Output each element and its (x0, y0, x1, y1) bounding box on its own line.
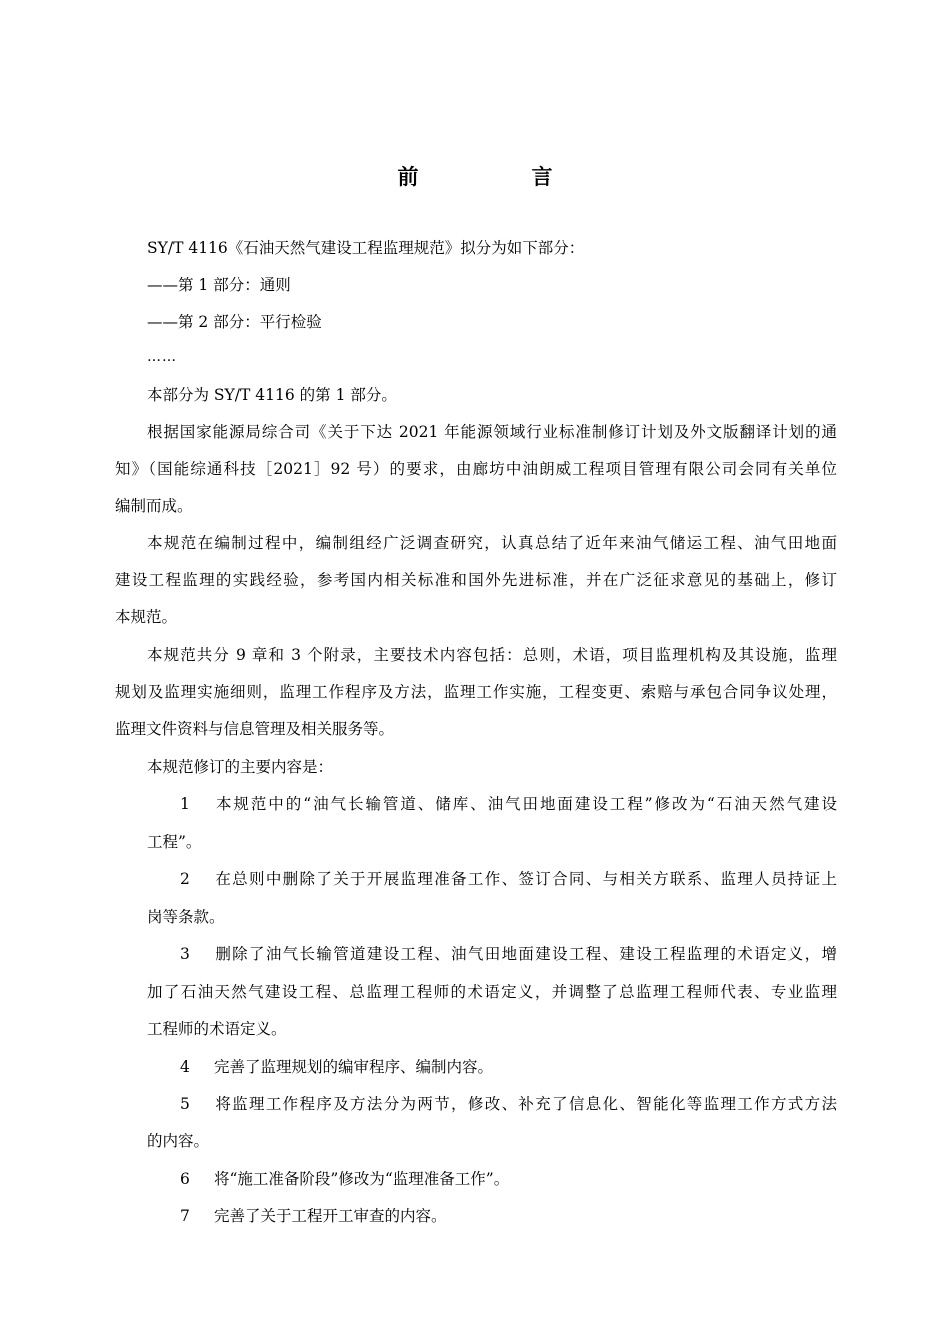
part-item-2: ——第 2 部分：平行检验 (147, 313, 322, 331)
revision-item-1-line-2: 工程”。 (147, 833, 202, 851)
revision-item-2-line-2: 岗等条款。 (147, 908, 225, 926)
process-paragraph-line-3: 本规范。 (115, 608, 178, 626)
revision-item-7-number: 7 (180, 1207, 190, 1225)
intro-text: SY/T 4116《石油天然气建设工程监理规范》拟分为如下部分： (147, 239, 585, 257)
revision-item-4-number: 4 (180, 1058, 190, 1076)
revision-item-1-line-1 (180, 792, 837, 816)
revision-item-2-number: 2 (180, 870, 190, 888)
process-paragraph-line-2: 建设工程监理的实践经验，参考国内相关标准和国外先进标准，并在广泛征求意见的基础上，修订 (115, 571, 837, 589)
revision-item-2-line-1 (180, 867, 837, 891)
revision-item-7-line-1 (180, 1204, 447, 1228)
revision-item-3-number: 3 (180, 945, 190, 963)
revision-item-2-text: 在总则中删除了关于开展监理准备工作、签订合同、与相关方联系、监理人员持证上 (214, 870, 837, 888)
revision-item-7-text: 完善了关于工程开工审查的内容。 (214, 1207, 447, 1225)
revision-item-5-number: 5 (180, 1095, 190, 1113)
ellipsis: …… (147, 349, 177, 365)
part-item-1: ——第 1 部分：通则 (147, 276, 291, 294)
basis-paragraph-line-1: 根据国家能源局综合司《关于下达 2021 年能源领域行业标准制修订计划及外文版翻译计划的通 (147, 423, 837, 441)
revision-item-4-line-1 (180, 1055, 493, 1079)
revision-item-3-line-2: 加了石油天然气建设工程、总监理工程师的术语定义，并调整了总监理工程师代表、专业监理 (147, 983, 837, 1001)
content-paragraph-line-2: 规划及监理实施细则，监理工作程序及方法，监理工作实施，工程变更、索赔与承包合同争议处理， (115, 683, 837, 701)
content-paragraph-line-3: 监理文件资料与信息管理及相关服务等。 (115, 720, 395, 738)
revision-item-4-text: 完善了监理规划的编审程序、编制内容。 (214, 1058, 494, 1076)
basis-paragraph-line-3: 编制而成。 (115, 497, 193, 515)
revision-item-5-text: 将监理工作程序及方法分为两节，修改、补充了信息化、智能化等监理工作方式方法 (214, 1095, 837, 1113)
revision-item-6-line-1 (180, 1167, 509, 1191)
revision-item-1-number: 1 (180, 795, 190, 813)
basis-paragraph-line-2: 知》（国能综通科技［2021］92 号）的要求，由廊坊中油朗威工程项目管理有限公司会同有关单位 (115, 460, 837, 478)
process-paragraph-line-1: 本规范在编制过程中，编制组经广泛调查研究，认真总结了近年来油气储运工程、油气田地面 (147, 534, 837, 552)
revision-item-5-line-1 (180, 1092, 837, 1116)
content-paragraph-line-1: 本规范共分 9 章和 3 个附录，主要技术内容包括：总则，术语，项目监理机构及其设施，监理 (147, 646, 837, 664)
revision-item-3-line-1 (180, 942, 837, 966)
revision-item-6-number: 6 (180, 1170, 190, 1188)
revision-item-3-text: 删除了油气长输管道建设工程、油气田地面建设工程、建设工程监理的术语定义，增 (214, 945, 837, 963)
revision-item-1-text: 本规范中的“油气长输管道、储库、油气田地面建设工程”修改为“石油天然气建设 (214, 795, 837, 813)
revision-heading: 本规范修订的主要内容是： (147, 758, 334, 776)
this-part-text: 本部分为 SY/T 4116 的第 1 部分。 (147, 386, 397, 404)
revision-item-6-text: 将“施工准备阶段”修改为“监理准备工作”。 (214, 1170, 510, 1188)
revision-item-5-line-2: 的内容。 (147, 1132, 210, 1150)
page-title: 前 言 (397, 164, 599, 189)
revision-item-3-line-3: 工程师的术语定义。 (147, 1020, 287, 1038)
